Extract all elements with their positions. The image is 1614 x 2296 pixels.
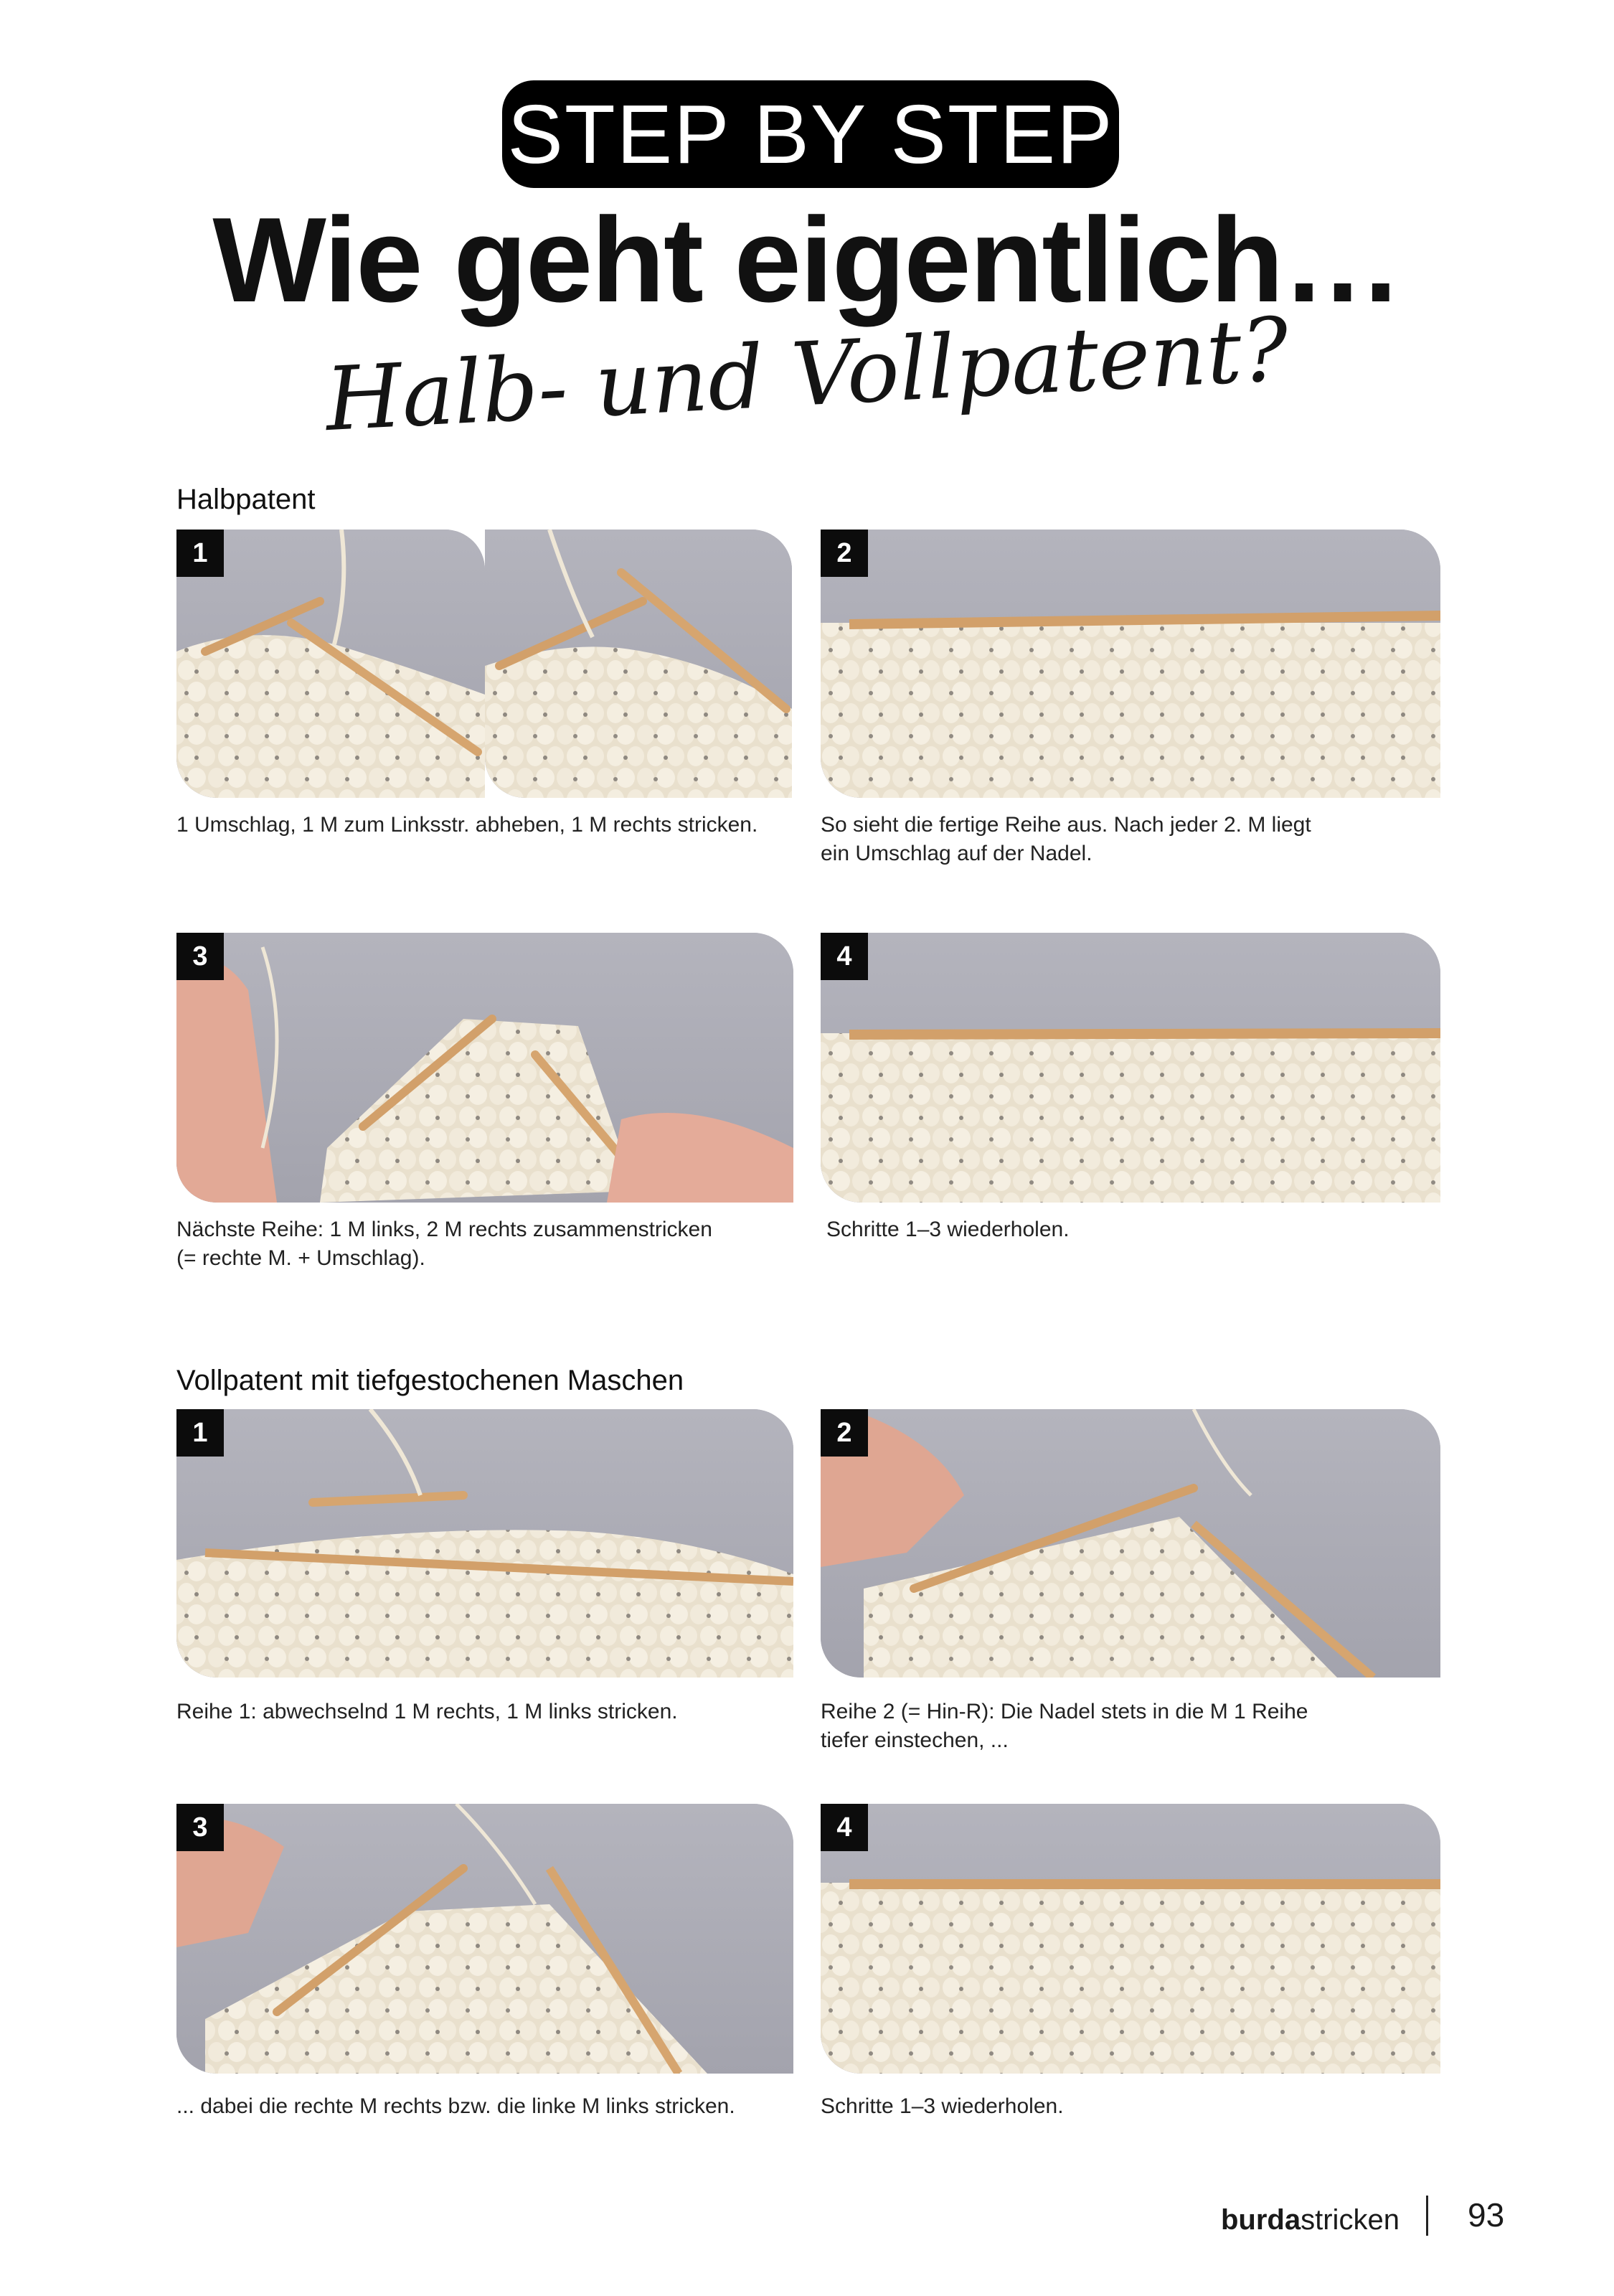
- vollpatent-step1-caption: Reihe 1: abwechselnd 1 M rechts, 1 M links stricken.: [176, 1700, 678, 1723]
- halbpatent-step4-caption: Schritte 1–3 wiederholen.: [826, 1218, 1070, 1241]
- caption-line: ein Umschlag auf der Nadel.: [821, 842, 1092, 865]
- vollpatent-step3-caption: ... dabei die rechte M rechts bzw. die linke M links stricken.: [176, 2094, 735, 2118]
- page-headline: Wie geht eigentlich…: [212, 192, 1402, 327]
- step-number-badge: 2: [821, 1409, 868, 1457]
- caption-line: Reihe 2 (= Hin-R): Die Nadel stets in die M 1 Reihe: [821, 1700, 1308, 1723]
- vollpatent-step2-photo: [821, 1409, 1440, 1678]
- page-number: 93: [1468, 2196, 1505, 2234]
- step-number-badge: 4: [821, 1804, 868, 1851]
- vollpatent-step1-photo: [176, 1409, 793, 1678]
- step-number-badge: 3: [176, 1804, 224, 1851]
- halbpatent-step4-photo: [821, 933, 1440, 1203]
- step-by-step-badge: STEP BY STEP: [502, 80, 1119, 188]
- vollpatent-step4-photo: [821, 1804, 1440, 2074]
- step-number-badge: 2: [821, 530, 868, 577]
- vollpatent-step3-photo: [176, 1804, 793, 2074]
- section-title-halbpatent: Halbpatent: [176, 484, 316, 515]
- halbpatent-step3-photo: [176, 933, 793, 1203]
- brand-bold: burda: [1221, 2204, 1301, 2236]
- halbpatent-step1-photo-b: [485, 530, 792, 798]
- halbpatent-step2-caption: [821, 811, 1311, 868]
- step-number-badge: 1: [176, 1409, 224, 1457]
- halbpatent-step3-caption: [176, 1215, 712, 1273]
- footer-divider: [1426, 2196, 1428, 2236]
- halbpatent-step1-photo-a: [176, 530, 485, 798]
- caption-line: So sieht die fertige Reihe aus. Nach jeder 2. M liegt: [821, 813, 1311, 837]
- step-number-badge: 1: [176, 530, 224, 577]
- halbpatent-step1-caption: 1 Umschlag, 1 M zum Linksstr. abheben, 1 M rechts stricken.: [176, 813, 758, 837]
- brand-logo: [1221, 2206, 1400, 2234]
- brand-light: stricken: [1301, 2204, 1400, 2236]
- step-number-badge: 4: [821, 933, 868, 980]
- halbpatent-step2-photo: [821, 530, 1440, 798]
- caption-line: tiefer einstechen, ...: [821, 1728, 1009, 1752]
- caption-line: Nächste Reihe: 1 M links, 2 M rechts zusammenstricken: [176, 1218, 712, 1241]
- script-subtitle: Halb- und Vollpatent?: [323, 298, 1291, 451]
- vollpatent-step2-caption: [821, 1698, 1308, 1755]
- step-number-badge: 3: [176, 933, 224, 980]
- section-title-vollpatent: Vollpatent mit tiefgestochenen Maschen: [176, 1365, 684, 1396]
- vollpatent-step4-caption: Schritte 1–3 wiederholen.: [821, 2094, 1064, 2118]
- caption-line: (= rechte M. + Umschlag).: [176, 1246, 425, 1270]
